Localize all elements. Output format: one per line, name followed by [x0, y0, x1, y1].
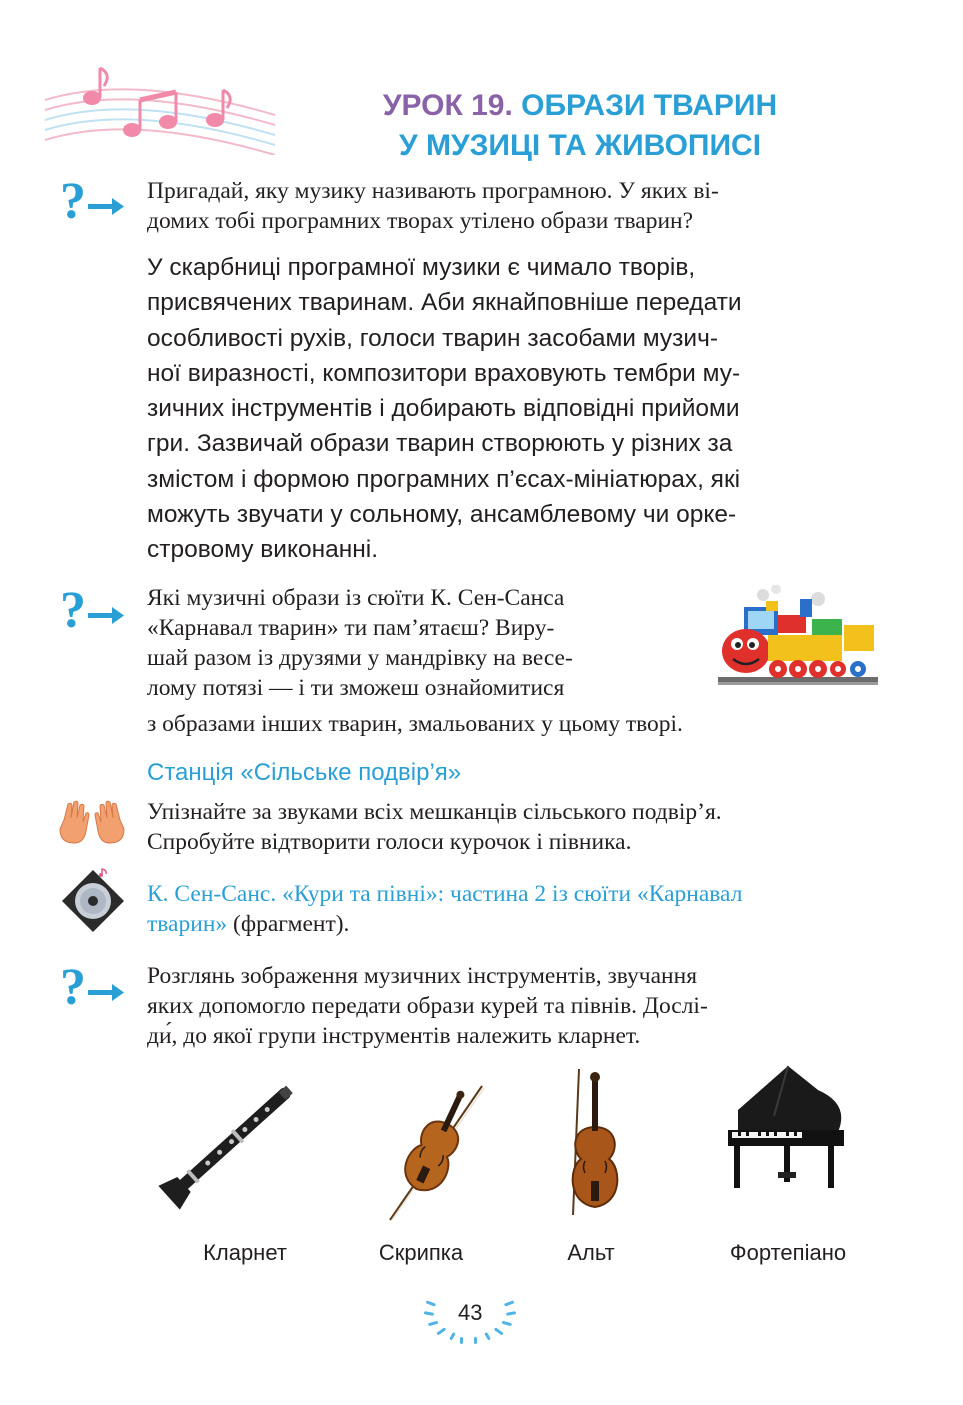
cd-listening-icon: [60, 868, 126, 934]
svg-text:?: ?: [60, 174, 86, 224]
question-arrow-icon: [58, 583, 128, 633]
caption-violin: Скрипка: [378, 1240, 464, 1265]
lesson-title: [300, 86, 860, 166]
lesson-number: УРОК 19.: [382, 89, 513, 122]
page-number: 43: [458, 1300, 483, 1325]
text-line: можуть звучати у сольному, ансамблевому чи орке-: [147, 501, 737, 529]
task-text: [147, 797, 867, 857]
question-2-text: [147, 583, 699, 703]
text-line: Спробуйте відтворити голоси курочок і півника.: [147, 829, 632, 855]
train-illustration: [718, 585, 878, 695]
text-line: змістом і формою програмних п’єсах-мініатюрах, які: [147, 465, 741, 493]
text-line: стровому виконанні.: [147, 536, 379, 564]
lesson-title-line1: ОБРАЗИ ТВАРИН: [512, 89, 778, 122]
text-line: яких допомогло передати образи курей та півнів. Дослі-: [147, 993, 708, 1019]
svg-text:?: ?: [60, 583, 86, 633]
text-line: домих тобі програмних творах утілено образи тварин?: [147, 208, 694, 234]
violin-image: [370, 1080, 490, 1230]
svg-text:?: ?: [60, 960, 86, 1010]
text-line: Упізнайте за звуками всіх мешканців сільського подвір’я.: [147, 799, 722, 825]
text-line: Розглянь зображення музичних інструментів, звучання: [147, 963, 698, 989]
viola-image: [545, 1065, 635, 1220]
text-line: У скарбниці програмної музики є чимало творів,: [147, 254, 696, 281]
question-1-text: [147, 176, 867, 236]
text-line: ної виразності, композитори враховують тембри му-: [147, 359, 741, 387]
music-notes-decoration: [40, 60, 280, 155]
text-line: Пригадай, яку музику називають програмною. У яких ві-: [147, 178, 719, 204]
listening-line-1: К. Сен-Санс. «Кури та півні»: частина 2 із сюїти «Карнавал: [147, 881, 743, 907]
main-paragraph: [147, 250, 867, 568]
caption-clarinet: Кларнет: [203, 1240, 287, 1265]
caption-piano: Фортепіано: [729, 1240, 847, 1265]
text-line: лому потязі — і ти зможеш ознайомитися: [147, 675, 565, 701]
question-2-last-line: з образами інших тварин, змальованих у цьому творі.: [147, 711, 683, 737]
question-arrow-icon: [58, 174, 128, 224]
clarinet-image: [152, 1072, 302, 1222]
listening-line-2: [147, 909, 867, 939]
station-title: Станція «Сільське подвір’я»: [147, 759, 462, 786]
lesson-title-line2: У МУЗИЦІ ТА ЖИВОПИСІ: [398, 129, 762, 162]
text-line: зичних інструментів і добирають відповідні прийоми: [147, 395, 740, 423]
text-line: особливості рухів, голоси тварин засобами музич-: [147, 324, 719, 352]
text-line: шай разом із друзями у мандрівку на весе-: [147, 645, 573, 671]
text-line: присвячених тваринам. Аби якнайповніше передати: [147, 289, 742, 317]
listening-text: [147, 879, 867, 939]
question-arrow-icon: [58, 960, 128, 1010]
question-3-text: [147, 961, 867, 1051]
caption-viola: Альт: [567, 1240, 615, 1265]
piano-image: [718, 1060, 858, 1200]
text-line: «Карнавал тварин» ти пам’ятаєш? Виру-: [147, 615, 555, 641]
text-line: гри. Зазвичай образи тварин створюють у різних за: [147, 430, 733, 458]
text-line: Які музичні образи із сюїти К. Сен-Санса: [147, 585, 565, 611]
listening-note: (фрагмент).: [227, 911, 350, 937]
text-line: ди́, до якої групи інструментів належить кларнет.: [147, 1023, 641, 1049]
hands-icon: [58, 798, 126, 850]
listening-title-end: тварин»: [147, 911, 228, 937]
